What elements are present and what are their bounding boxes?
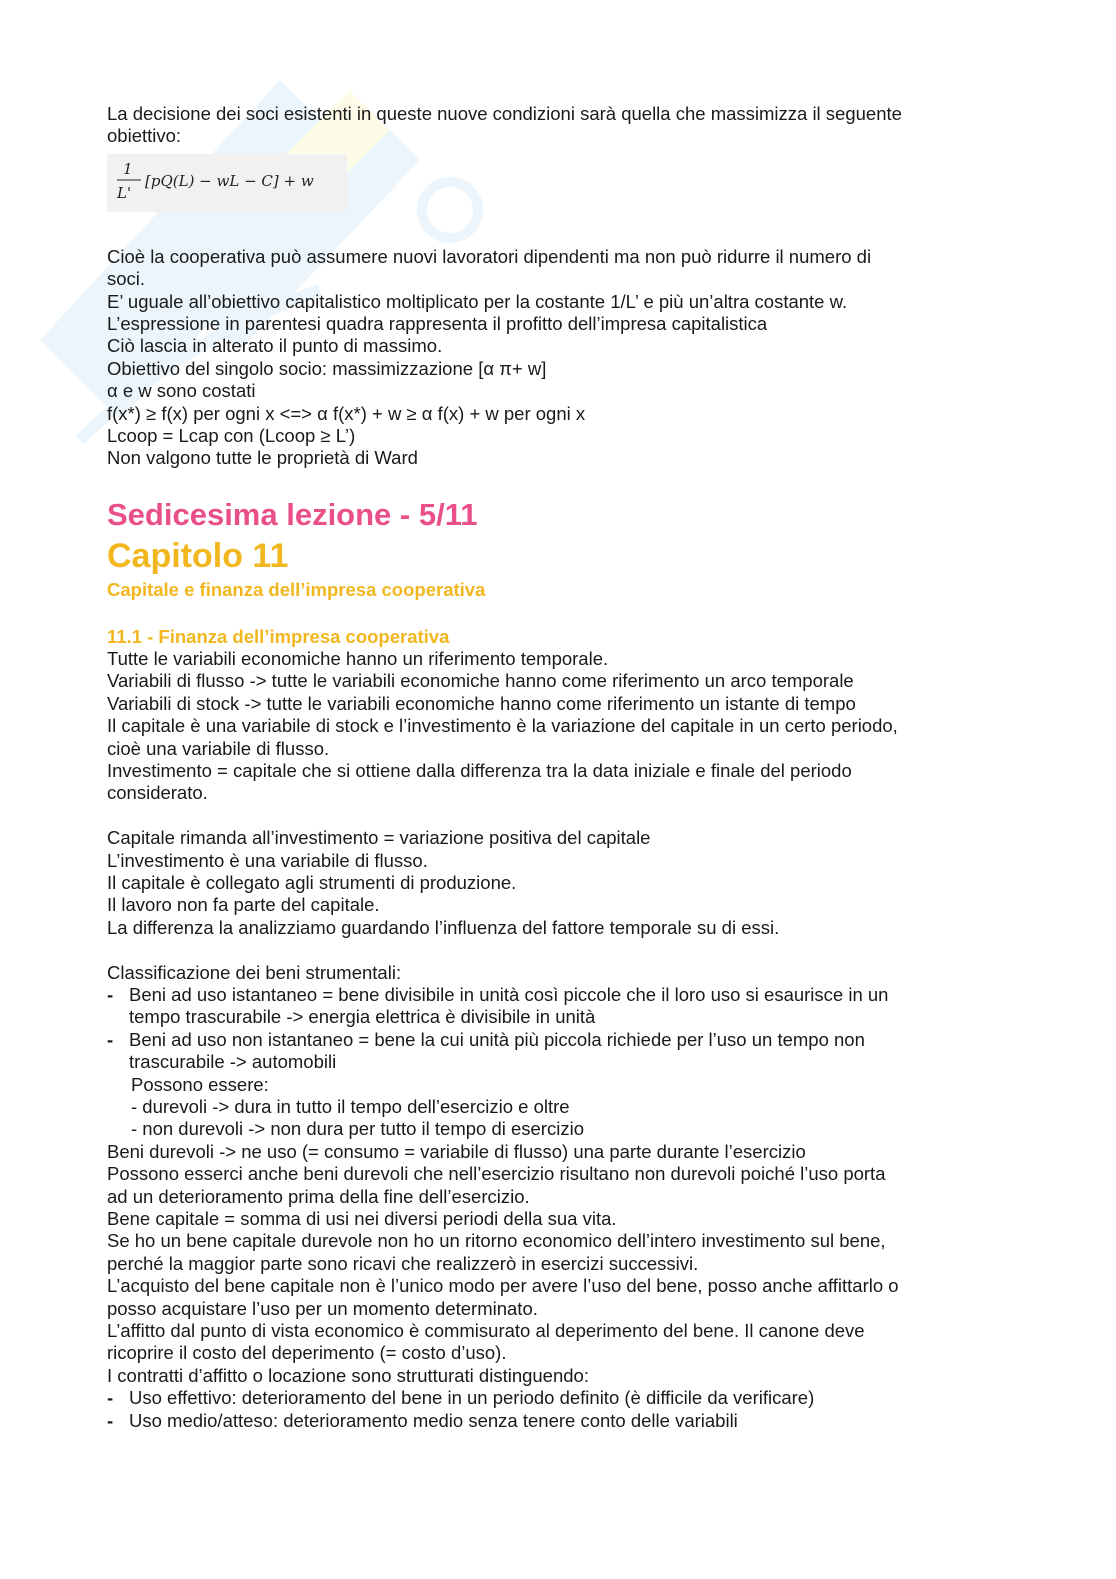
- text-line: Obiettivo del singolo socio: massimizzazione [α π+ w]: [107, 357, 547, 379]
- text-line: ricoprire il costo del deperimento (= costo d’uso).: [107, 1342, 507, 1364]
- text-line: f(x*) ≥ f(x) per ogni x <=> α f(x*) + w ≥ α f(x) + w per ogni x: [107, 402, 586, 424]
- lecture-title: Sedicesima lezione - 5/11: [107, 496, 478, 532]
- paragraph-capital: [107, 827, 1007, 939]
- bullet-dash: -: [107, 1409, 114, 1431]
- text-line: Capitale rimanda all’investimento = variazione positiva del capitale: [107, 827, 651, 849]
- text-line: perché la maggior parte sono ricavi che realizzerò in esercizi successivi.: [107, 1252, 699, 1274]
- text-line: Ciò lascia in alterato il punto di massimo.: [107, 335, 443, 357]
- text-line: posso acquistare l’uso per un momento determinato.: [107, 1297, 538, 1319]
- text-line: cioè una variabile di flusso.: [107, 737, 330, 759]
- text-line: α e w sono costati: [107, 380, 256, 402]
- sub-item: - non durevoli -> non dura per tutto il tempo di esercizio: [131, 1118, 584, 1140]
- text-line: L’acquisto del bene capitale non è l’unico modo per avere l’uso del bene, posso anche affittarlo o: [107, 1275, 899, 1297]
- text-line: Non valgono tutte le proprietà di Ward: [107, 447, 418, 469]
- text-line: Beni ad uso non istantaneo = bene la cui unità più piccola richiede per l’uso un tempo non: [129, 1028, 865, 1050]
- section-title: 11.1 - Finanza dell’impresa cooperativa: [107, 625, 450, 647]
- text-line: ad un deterioramento prima della fine dell’esercizio.: [107, 1185, 530, 1207]
- text-line: E’ uguale all’obiettivo capitalistico moltiplicato per la costante 1/L’ e più un’altra costante w.: [107, 290, 848, 312]
- chapter-title: Capitolo 11: [107, 536, 289, 575]
- list-heading: Classificazione dei beni strumentali:: [107, 961, 402, 983]
- text-line: Possono esserci anche beni durevoli che nell’esercizio risultano non durevoli poiché l’uso porta: [107, 1163, 886, 1185]
- bullet-dash: -: [107, 983, 114, 1005]
- text-line: Variabili di stock -> tutte le variabili economiche hanno come riferimento un istante di tempo: [107, 692, 856, 714]
- text-line: tempo trascurabile -> energia elettrica è divisibile in unità: [129, 1006, 596, 1028]
- document-page: [107, 103, 1007, 1432]
- formula-body: [pQ(L) − wL − C] + w: [145, 171, 314, 190]
- text-line: Cioè la cooperativa può assumere nuovi lavoratori dipendenti ma non può ridurre il numero di: [107, 245, 872, 267]
- text-line: Il lavoro non fa parte del capitale.: [107, 894, 380, 916]
- text-line: Il capitale è collegato agli strumenti di produzione.: [107, 871, 517, 893]
- text-line: soci.: [107, 268, 146, 290]
- text-line: Bene capitale = somma di usi nei diversi periodi della sua vita.: [107, 1208, 617, 1229]
- sub-heading: Possono essere:: [131, 1073, 269, 1095]
- text-line: I contratti d’affitto o locazione sono strutturati distinguendo:: [107, 1364, 589, 1386]
- text-line: Beni durevoli -> ne uso (= consumo = variabile di flusso) una parte durante l’esercizio: [107, 1140, 806, 1162]
- final-bullet-list: [107, 1387, 1007, 1432]
- classification-list: [107, 962, 1007, 1141]
- intro-line: obiettivo:: [107, 125, 182, 147]
- text-line: Il capitale è una variabile di stock e l’investimento è la variazione del capitale in un certo periodo,: [107, 715, 898, 737]
- chapter-subtitle: Capitale e finanza dell’impresa cooperativa: [107, 578, 486, 600]
- text-line: Uso effettivo: deterioramento del bene in un periodo definito (è difficile da verificare): [129, 1387, 815, 1409]
- paragraph-durable-goods: [107, 1141, 1007, 1387]
- text-line: Uso medio/atteso: deterioramento medio senza tenere conto delle variabili: [129, 1409, 738, 1431]
- bullet-dash: -: [107, 1387, 114, 1409]
- text-line: Lcoop = Lcap con (Lcoop ≥ L’): [107, 425, 356, 447]
- formula-denominator: L': [117, 183, 132, 202]
- text-line: L’investimento è una variabile di flusso.: [107, 849, 428, 871]
- intro-line: La decisione dei soci esistenti in queste nuove condizioni sarà quella che massimizza il seguente: [107, 103, 902, 124]
- text-line: La differenza la analizziamo guardando l’influenza del fattore temporale su di essi.: [107, 916, 780, 938]
- text-line: Investimento = capitale che si ottiene dalla differenza tra la data iniziale e finale del periodo: [107, 759, 852, 781]
- text-line: Se ho un bene capitale durevole non ho un ritorno economico dell’intero investimento sul bene,: [107, 1230, 886, 1252]
- text-line: considerato.: [107, 782, 208, 804]
- text-line: L’espressione in parentesi quadra rappresenta il profitto dell’impresa capitalistica: [107, 313, 768, 335]
- sub-item: - durevoli -> dura in tutto il tempo dell’esercizio e oltre: [131, 1095, 570, 1117]
- text-line: Tutte le variabili economiche hanno un riferimento temporale.: [107, 647, 609, 669]
- formula-image: [107, 154, 347, 212]
- formula-numerator: 1: [123, 159, 133, 178]
- text-line: L’affitto dal punto di vista economico è commisurato al deperimento del bene. Il canone deve: [107, 1320, 865, 1342]
- list-item: [107, 1029, 1007, 1074]
- text-line: trascurabile -> automobili: [129, 1051, 337, 1073]
- list-item: [107, 1387, 1007, 1409]
- list-item: [107, 984, 1007, 1029]
- paragraph-variables: [107, 648, 1007, 805]
- paragraph-cooperative: [107, 246, 1007, 470]
- bullet-dash: -: [107, 1028, 114, 1050]
- text-line: Variabili di flusso -> tutte le variabili economiche hanno come riferimento un arco temporale: [107, 670, 854, 692]
- text-line: Beni ad uso istantaneo = bene divisibile in unità così piccole che il loro uso si esaurisce in un: [129, 983, 889, 1005]
- list-item: [107, 1410, 1007, 1432]
